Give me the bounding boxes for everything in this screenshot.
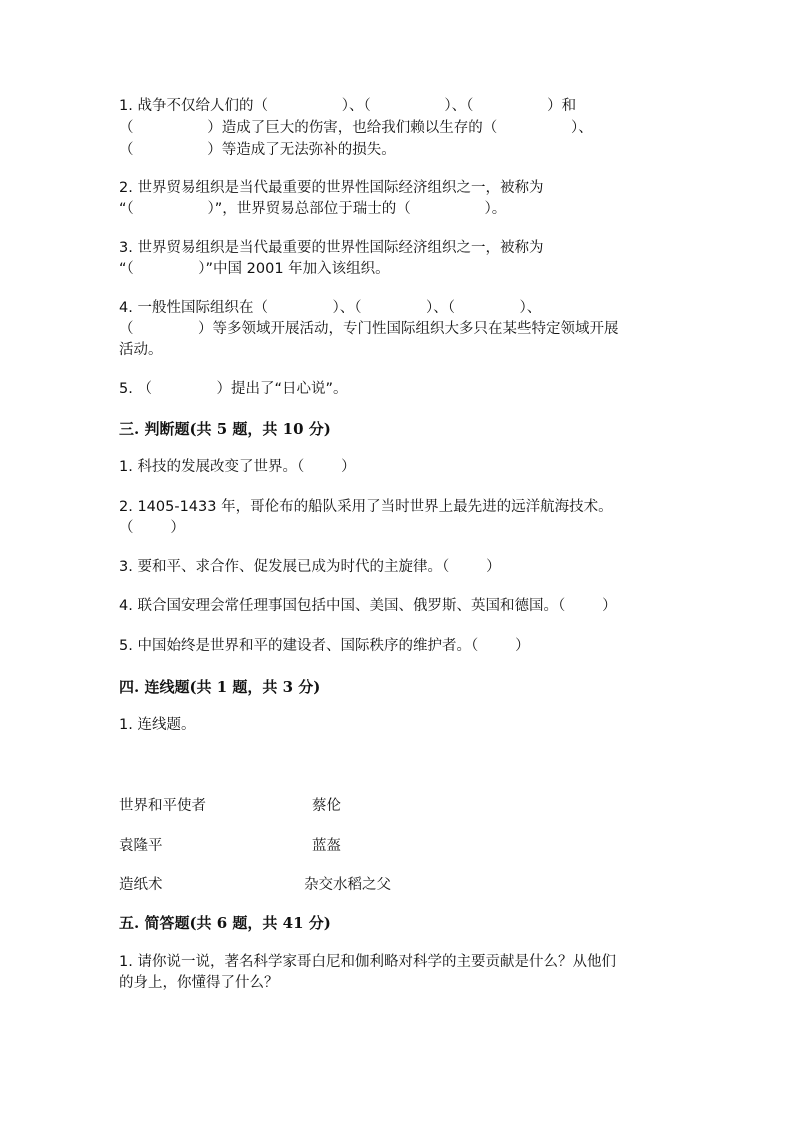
tf-q3: 3. 要和平、求合作、促发展已成为时代的主旋律。（ ） [119,559,501,575]
tf-q4: 4. 联合国安理会常任理事国包括中国、美国、俄罗斯、英国和德国。（ ） [119,598,617,614]
fill-q3-line2: “（ ）”中国 2001 年加入该组织。 [119,261,390,277]
match-left-item: 世界和平使者 [119,798,206,814]
tf-q1: 1. 科技的发展改变了世界。（ ） [119,459,356,475]
fill-q4-line3: 活动。 [119,342,163,358]
match-right-item: 蓝盔 [312,838,341,854]
fill-q2-line2: “（ ）”，世界贸易总部位于瑞士的（ ）。 [119,201,507,217]
fill-q1-line1: 1. 战争不仅给人们的（ ）、（ ）、（ ）和 [119,98,577,114]
fill-q2-line1: 2. 世界贸易组织是当代最重要的世界性国际经济组织之一，被称为 [119,180,544,196]
fill-q4-line1: 4. 一般性国际组织在（ ）、（ ）、（ ）、 [119,300,542,316]
tf-q5: 5. 中国始终是世界和平的建设者、国际秩序的维护者。（ ） [119,638,530,654]
tf-q2-line2: （ ） [119,520,185,536]
section3-heading: 三. 判断题(共 5 题，共 10 分) [119,420,331,438]
section4-heading: 四. 连线题(共 1 题，共 3 分) [119,678,321,696]
match-left-item: 造纸术 [119,877,163,893]
match-right-item: 杂交水稻之父 [304,877,391,893]
sa-q1-line1: 1. 请你说一说，著名科学家哥白尼和伽利略对科学的主要贡献是什么？从他们 [119,954,616,970]
match-right-item: 蔡伦 [312,798,341,814]
tf-q2-line1: 2. 1405-1433 年，哥伦布的船队采用了当时世界上最先进的远洋航海技术。 [119,499,613,515]
fill-q4-line2: （ ）等多领域开展活动，专门性国际组织大多只在某些特定领域开展 [119,321,619,337]
fill-q3-line1: 3. 世界贸易组织是当代最重要的世界性国际经济组织之一，被称为 [119,240,544,256]
sa-q1-line2: 的身上，你懂得了什么？ [119,975,279,991]
section5-heading: 五. 简答题(共 6 题，共 41 分) [119,914,331,932]
match-left-item: 袁隆平 [119,838,163,854]
fill-q1-line3: （ ）等造成了无法弥补的损失。 [119,142,396,158]
matching-question: 1. 连线题。 [119,717,196,733]
fill-q1-line2: （ ）造成了巨大的伤害，也给我们赖以生存的（ ）、 [119,120,593,136]
fill-q5-line1: 5. （ ）提出了“日心说”。 [119,381,348,397]
